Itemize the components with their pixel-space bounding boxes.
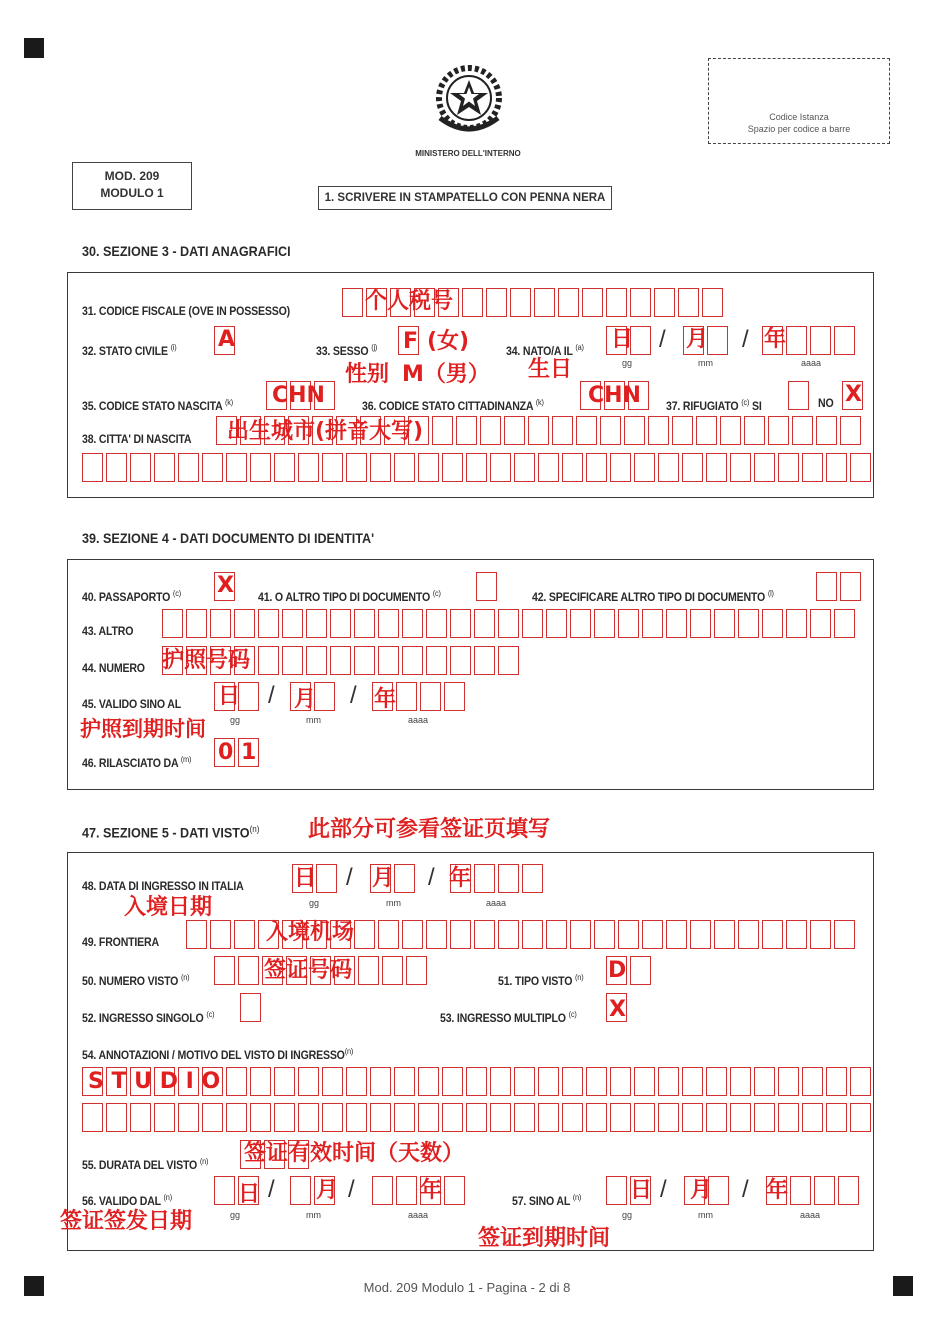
annotation-valid-from-year: 年 bbox=[420, 1178, 443, 1203]
unit-aaaa: aaaa bbox=[408, 715, 429, 725]
field-54-label bbox=[82, 1047, 353, 1062]
unit-gg: gg bbox=[622, 1210, 633, 1220]
other-boxes[interactable] bbox=[162, 609, 858, 638]
refugee-no-label: NO bbox=[818, 398, 834, 410]
unit-mm: mm bbox=[698, 358, 713, 368]
field-40-label bbox=[82, 589, 181, 604]
annotation-passport-x: X bbox=[217, 573, 234, 598]
annotation-valid-from-month: 月 bbox=[316, 1178, 339, 1203]
field-42-label bbox=[532, 589, 774, 604]
annotation-chn-birth: CHN bbox=[272, 383, 325, 408]
field-54-sup: (n) bbox=[344, 1047, 354, 1056]
unit-aaaa: aaaa bbox=[800, 1210, 821, 1220]
field-52-text: 52. INGRESSO SINGOLO bbox=[82, 1012, 204, 1025]
field-34-text: 34. NATO/A IL bbox=[506, 345, 573, 358]
field-50-label bbox=[82, 973, 189, 988]
field-43-label: 43. ALTRO bbox=[82, 626, 134, 638]
annotation-valid-to-day: 日 bbox=[630, 1178, 653, 1203]
field-55-label bbox=[82, 1157, 208, 1172]
unit-aaaa: aaaa bbox=[408, 1210, 429, 1220]
field-53-text: 53. INGRESSO MULTIPLO bbox=[440, 1012, 566, 1025]
codice-istanza-label: Codice Istanza bbox=[769, 112, 829, 122]
field-33-sup: (j) bbox=[371, 343, 378, 352]
annotation-passport-number: 护照号码 bbox=[162, 648, 251, 673]
field-52-sup: (c) bbox=[206, 1010, 215, 1019]
field-33-label bbox=[316, 343, 377, 358]
unit-mm: mm bbox=[386, 898, 401, 908]
annotation-sex-male: M（男） bbox=[402, 362, 490, 387]
date-separator: / bbox=[268, 1176, 275, 1203]
unit-gg: gg bbox=[309, 898, 320, 908]
annotation-entry-month: 月 bbox=[372, 866, 395, 891]
field-51-sup: (n) bbox=[575, 973, 584, 982]
annotation-month: 月 bbox=[686, 327, 709, 352]
section-4-title: 39. SEZIONE 4 - DATI DOCUMENTO DI IDENTITA' bbox=[82, 530, 375, 546]
annotation-valid-to-month: 月 bbox=[690, 1178, 713, 1203]
field-41-text: 41. O ALTRO TIPO DI DOCUMENTO bbox=[258, 591, 430, 604]
unit-aaaa: aaaa bbox=[801, 358, 822, 368]
date-separator: / bbox=[659, 326, 666, 353]
field-34-label bbox=[506, 343, 584, 358]
field-37-sup: (c) bbox=[741, 398, 750, 407]
field-49-label: 49. FRONTIERA bbox=[82, 937, 159, 949]
annotation-day: 日 bbox=[611, 327, 634, 352]
date-separator: / bbox=[268, 682, 275, 709]
annotation-refugee-no: X bbox=[845, 382, 862, 407]
field-32-label bbox=[82, 343, 177, 358]
field-35-sup: (k) bbox=[224, 398, 233, 407]
field-52-label bbox=[82, 1010, 214, 1025]
refugee-yes-box[interactable] bbox=[788, 381, 809, 410]
date-separator: / bbox=[742, 326, 749, 353]
annotation-visa-type: D bbox=[608, 958, 627, 983]
mod-box bbox=[72, 162, 192, 210]
annotation-entry-airport: 入境机场 bbox=[266, 920, 355, 945]
annotation-civil-status: A bbox=[218, 327, 236, 352]
unit-mm: mm bbox=[306, 1210, 321, 1220]
unit-mm: mm bbox=[698, 1210, 713, 1220]
field-36-label bbox=[362, 398, 544, 413]
field-42-text: 42. SPECIFICARE ALTRO TIPO DI DOCUMENTO bbox=[532, 591, 766, 604]
field-41-label bbox=[258, 589, 441, 604]
date-separator: / bbox=[742, 1176, 749, 1203]
date-separator: / bbox=[350, 682, 357, 709]
annotation-expiry-day: 日 bbox=[218, 684, 241, 709]
annotation-tax-number: 个人税号 bbox=[365, 289, 454, 314]
field-33-text: 33. SESSO bbox=[316, 345, 369, 358]
page-footer: Mod. 209 Modulo 1 - Pagina - 2 di 8 bbox=[363, 1280, 571, 1295]
annotation-chn-citizenship: CHN bbox=[588, 383, 641, 408]
field-45-label: 45. VALIDO SINO AL bbox=[82, 699, 181, 711]
field-50-text: 50. NUMERO VISTO bbox=[82, 975, 179, 988]
other-doc-type-boxes[interactable] bbox=[816, 572, 864, 601]
field-55-sup: (n) bbox=[199, 1157, 209, 1166]
annotation-valid-to-year: 年 bbox=[766, 1178, 789, 1203]
annotation-expiry-year: 年 bbox=[374, 687, 397, 712]
annotation-passport-expiry: 护照到期时间 bbox=[80, 717, 206, 741]
section-5-title-text: 47. SEZIONE 5 - DATI VISTO bbox=[82, 824, 250, 841]
unit-mm: mm bbox=[306, 715, 321, 725]
refugee-si-label: SI bbox=[752, 400, 762, 413]
unit-gg: gg bbox=[230, 715, 241, 725]
field-54-text: 54. ANNOTAZIONI / MOTIVO DEL VISTO DI INGRESSO bbox=[82, 1049, 345, 1062]
field-35-text: 35. CODICE STATO NASCITA bbox=[82, 400, 223, 413]
field-57-sup: (n) bbox=[572, 1193, 582, 1202]
field-42-sup: (l) bbox=[767, 589, 774, 598]
field-56-text: 56. VALIDO DAL bbox=[82, 1195, 161, 1208]
field-32-text: 32. STATO CIVILE bbox=[82, 345, 168, 358]
field-37-text: 37. RIFUGIATO bbox=[666, 400, 739, 413]
field-35-label bbox=[82, 398, 233, 413]
field-48-label: 48. DATA DI INGRESSO IN ITALIA bbox=[82, 881, 244, 893]
italy-emblem-icon bbox=[430, 60, 508, 138]
annotation-valid-from-day: 日 bbox=[238, 1182, 261, 1207]
annotation-year: 年 bbox=[764, 327, 787, 352]
annotation-sex-female: (女) bbox=[427, 329, 470, 354]
birth-city-boxes-row2[interactable] bbox=[82, 453, 874, 482]
field-46-sup: (m) bbox=[180, 755, 192, 764]
annotation-entry-day: 日 bbox=[294, 866, 317, 891]
annotation-birthday: 生日 bbox=[528, 357, 573, 382]
date-separator: / bbox=[428, 864, 435, 891]
date-separator: / bbox=[348, 1176, 355, 1203]
annotation-expiry-month: 月 bbox=[294, 687, 317, 712]
annotation-visa-issue-date: 签证签发日期 bbox=[60, 1209, 193, 1234]
field-46-text: 46. RILASCIATO DA bbox=[82, 757, 179, 770]
annotation-entry-year: 年 bbox=[449, 866, 472, 891]
field-51-label bbox=[498, 973, 583, 988]
annotation-sex-label: 性别 bbox=[345, 362, 390, 387]
field-56-sup: (n) bbox=[163, 1193, 172, 1202]
unit-gg: gg bbox=[230, 1210, 241, 1220]
field-38-label: 38. CITTA' DI NASCITA bbox=[82, 434, 192, 446]
unit-gg: gg bbox=[622, 358, 633, 368]
notes-boxes-row2[interactable] bbox=[82, 1103, 874, 1132]
date-separator: / bbox=[346, 864, 353, 891]
barcode-space bbox=[708, 58, 890, 144]
field-55-text: 55. DURATA DEL VISTO bbox=[82, 1159, 198, 1172]
field-40-text: 40. PASSAPORTO bbox=[82, 591, 171, 604]
single-entry-box[interactable] bbox=[240, 993, 261, 1022]
date-separator: / bbox=[660, 1176, 667, 1203]
modulo-number: MODULO 1 bbox=[100, 186, 164, 200]
field-50-sup: (n) bbox=[180, 973, 190, 982]
annotation-birth-city: 出生城市(拼音大写) bbox=[227, 419, 424, 444]
instruction-box: 1. SCRIVERE IN STAMPATELLO CON PENNA NERA bbox=[318, 186, 612, 210]
field-44-label: 44. NUMERO bbox=[82, 663, 145, 675]
field-40-sup: (c) bbox=[172, 589, 181, 598]
field-31-label: 31. CODICE FISCALE (OVE IN POSSESSO) bbox=[82, 306, 290, 318]
unit-aaaa: aaaa bbox=[486, 898, 507, 908]
section-5-title bbox=[82, 824, 259, 841]
annotation-issued-by: 0 1 bbox=[218, 740, 257, 765]
field-36-text: 36. CODICE STATO CITTADINANZA bbox=[362, 400, 534, 413]
annotation-visa-number: 签证号码 bbox=[264, 958, 353, 983]
field-57-label bbox=[512, 1193, 581, 1208]
annotation-visa-page-note: 此部分可参看签证页填写 bbox=[308, 817, 551, 842]
ministry-label: MINISTERO DELL'INTERNO bbox=[415, 149, 521, 158]
field-53-label bbox=[440, 1010, 577, 1025]
registration-mark-top-left bbox=[24, 38, 44, 58]
field-34-sup: (a) bbox=[575, 343, 584, 352]
field-53-sup: (c) bbox=[568, 1010, 577, 1019]
annotation-multiple-x: X bbox=[609, 997, 626, 1022]
field-57-text: 57. SINO AL bbox=[512, 1195, 570, 1208]
field-41-sup: (c) bbox=[432, 589, 441, 598]
field-32-sup: (i) bbox=[170, 343, 177, 352]
annotation-entry-date: 入境日期 bbox=[124, 895, 213, 920]
mod-number: MOD. 209 bbox=[104, 169, 160, 183]
barcode-space-label: Spazio per codice a barre bbox=[747, 124, 851, 134]
field-37-label bbox=[666, 398, 762, 413]
field-46-label bbox=[82, 755, 191, 770]
field-51-text: 51. TIPO VISTO bbox=[498, 975, 573, 988]
field-36-sup: (k) bbox=[535, 398, 544, 407]
section-3-title: 30. SEZIONE 3 - DATI ANAGRAFICI bbox=[82, 243, 291, 259]
annotation-visa-expiry: 签证到期时间 bbox=[478, 1226, 611, 1251]
annotation-studio: S T U D I O bbox=[88, 1069, 221, 1094]
annotation-sex-box: F bbox=[403, 329, 419, 354]
field-56-label bbox=[82, 1193, 172, 1208]
annotation-visa-duration: 签证有效时间（天数） bbox=[244, 1141, 465, 1166]
other-doc-box[interactable] bbox=[476, 572, 497, 601]
section-5-title-sup: (n) bbox=[249, 824, 260, 834]
